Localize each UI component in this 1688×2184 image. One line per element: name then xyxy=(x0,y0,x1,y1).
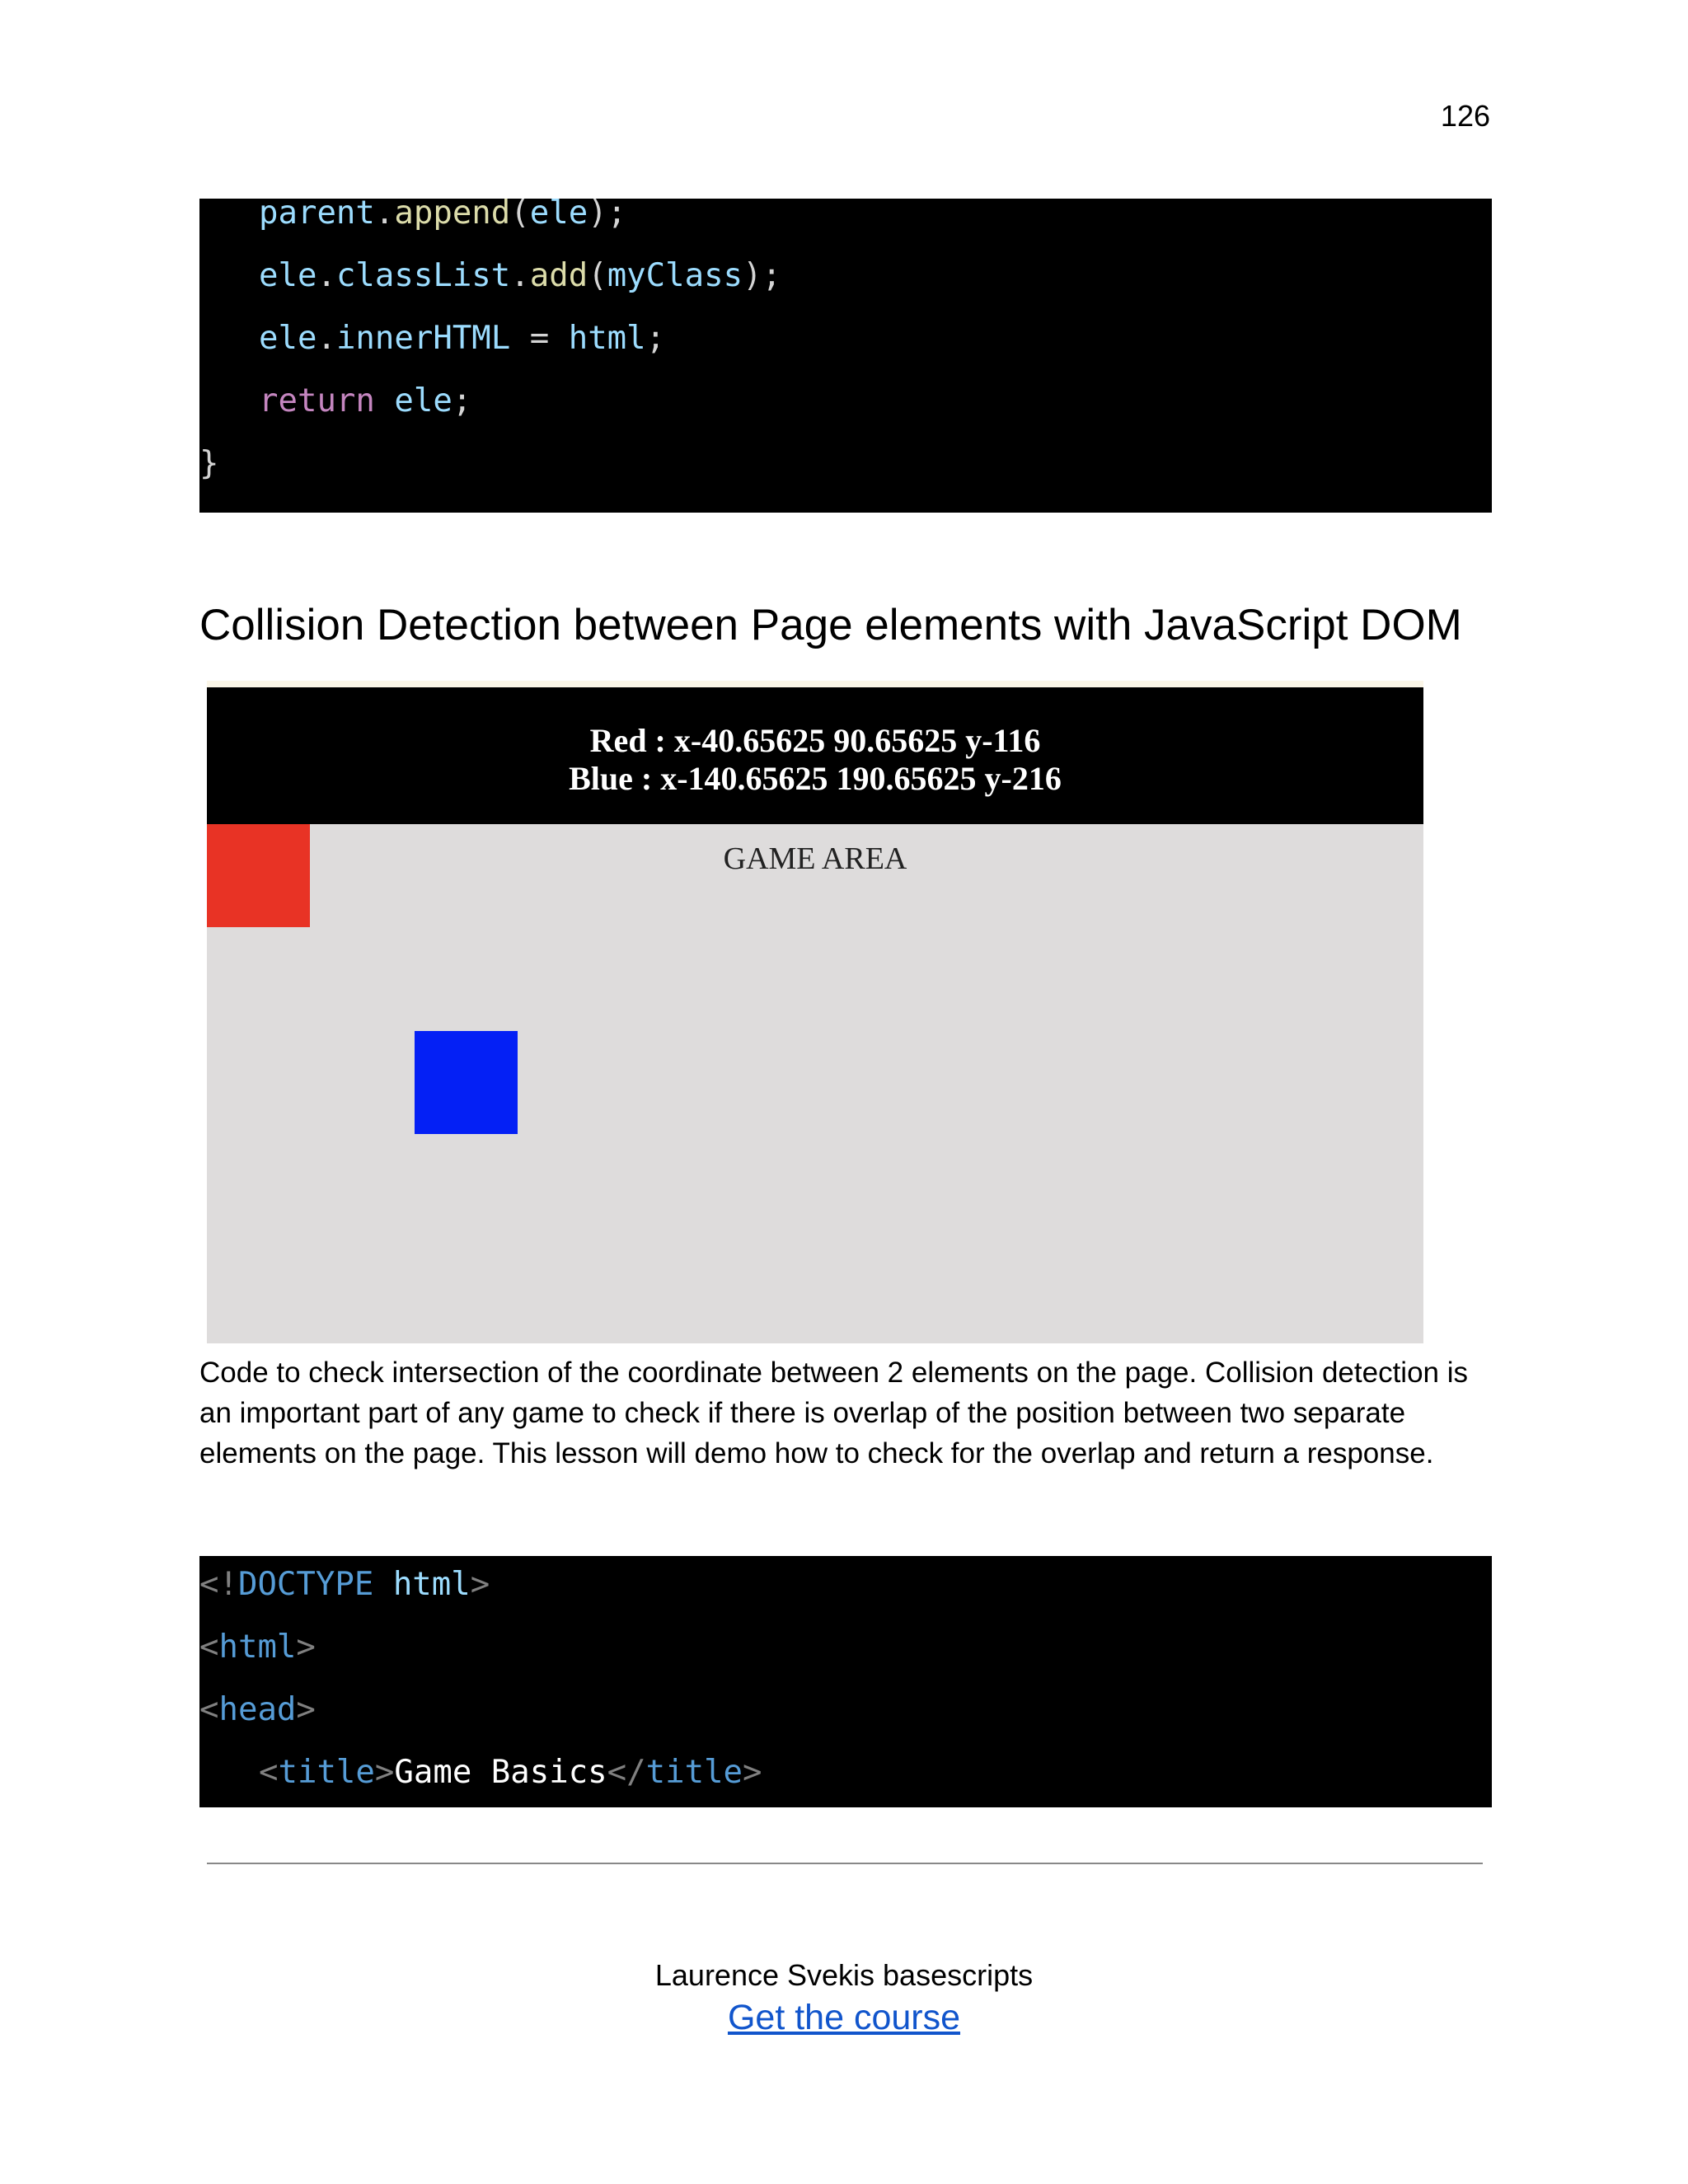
code-token: } xyxy=(199,445,219,482)
code-token: </ xyxy=(607,1754,646,1791)
get-course-link[interactable]: Get the course xyxy=(727,1998,961,2037)
code-block-create-element xyxy=(199,199,1492,513)
game-area-label: GAME AREA xyxy=(723,841,907,876)
code-token: myClass xyxy=(607,257,743,294)
code-token: html xyxy=(218,1629,297,1666)
code-line xyxy=(199,370,1492,433)
code-token: return xyxy=(259,382,375,419)
section-heading: Collision Detection between Page elements with JavaScript DOM xyxy=(199,601,1462,649)
code-token: ele xyxy=(529,199,588,232)
code-line xyxy=(199,1741,1492,1804)
code-token: innerHTML xyxy=(335,320,511,357)
game-screenshot xyxy=(207,681,1423,1343)
code-token: > xyxy=(296,1629,316,1666)
red-square xyxy=(207,824,310,927)
code-line xyxy=(199,199,1492,245)
code-token: ; xyxy=(452,382,472,419)
code-token: classList xyxy=(335,257,511,294)
code-token: html xyxy=(373,1566,471,1603)
code-token: parent xyxy=(259,199,375,232)
code-token: ele xyxy=(259,257,317,294)
page-number: 126 xyxy=(1440,99,1490,133)
code-token: > xyxy=(743,1754,762,1791)
code-block-html xyxy=(199,1556,1492,1807)
code-line xyxy=(199,1679,1492,1741)
code-line xyxy=(199,1616,1492,1679)
code-token: . xyxy=(316,320,336,357)
code-line xyxy=(199,1556,1492,1616)
code-line xyxy=(199,433,1492,495)
code-token: append xyxy=(394,199,511,232)
code-token: Game Basics xyxy=(394,1754,607,1791)
code-token: . xyxy=(510,257,530,294)
code-token: add xyxy=(529,257,588,294)
code-token: . xyxy=(374,199,395,232)
code-token: ); xyxy=(588,199,627,232)
code-token: = xyxy=(510,320,569,357)
code-token: . xyxy=(316,257,336,294)
coordinates-panel xyxy=(207,687,1423,824)
code-token: ele xyxy=(259,320,317,357)
game-area xyxy=(207,824,1423,1343)
code-token: title xyxy=(645,1754,743,1791)
code-token: > xyxy=(470,1566,490,1603)
horizontal-divider xyxy=(207,1863,1483,1864)
code-token: <! xyxy=(199,1566,238,1603)
code-token: DOCTYPE xyxy=(237,1566,374,1603)
code-token: > xyxy=(374,1754,395,1791)
code-token: ); xyxy=(743,257,782,294)
code-token: head xyxy=(218,1691,297,1728)
code-token: title xyxy=(278,1754,375,1791)
code-token: < xyxy=(199,1691,219,1728)
code-line xyxy=(199,307,1492,370)
code-line xyxy=(199,245,1492,307)
code-token: ele xyxy=(394,382,452,419)
footer-link-wrap xyxy=(0,1998,1688,2038)
code-token: html xyxy=(568,320,646,357)
red-coordinates: Red : x-40.65625 90.65625 y-116 xyxy=(589,722,1041,759)
code-token: ( xyxy=(588,257,607,294)
footer-author: Laurence Svekis basescripts xyxy=(654,1958,1034,1992)
code-token xyxy=(375,382,394,419)
code-token: < xyxy=(199,1629,219,1666)
code-token: > xyxy=(296,1691,316,1728)
code-token: < xyxy=(259,1754,279,1791)
blue-square xyxy=(415,1031,518,1134)
description-paragraph: Code to check intersection of the coordinate between 2 elements on the page. Collision detection is an important part of any game to check if there is overlap of the position between two separate elements on the page. This lesson will demo how to check for the overlap and return a response. xyxy=(199,1357,1469,1469)
code-token: ; xyxy=(645,320,666,357)
code-token: ( xyxy=(510,199,530,232)
blue-coordinates: Blue : x-140.65625 190.65625 y-216 xyxy=(569,760,1062,797)
